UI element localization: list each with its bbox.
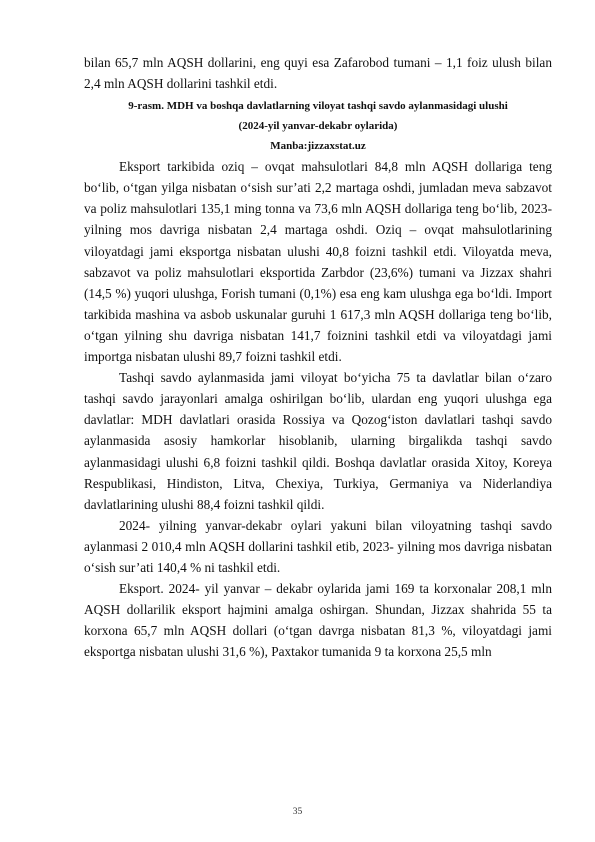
body-text bbox=[84, 52, 552, 662]
paragraph-export-structure: Eksport tarkibida oziq – ovqat mahsulotlari 84,8 mln AQSH dollariga teng bo‘lib, o‘tgan yilga nisbatan o‘sish sur’ati 2,2 martaga oshdi, jumladan meva sabzavot va poliz mahsulotlari 135,1 ming tonna va 73,6 mln AQSH dollariga teng bo‘lib, 2023- yilning mos davriga nisbatan 2,4 martaga oshdi. Oziq – ovqat mahsulotlarining viloyatdagi jami eksportga nisbatan ulushi 40,8 foizni tashkil etdi. Viloyatda meva, sabzavot va poliz mahsulotlari eksportida Zarbdor (23,6%) tumani va Jizzax shahri (14,5 %) yuqori ulushga, Forish tumani (0,1%) esa eng kam ulushga ega bo‘ldi. Import tarkibida mashina va asbob uskunalar guruhi 1 617,3 mln AQSH dollariga teng bo‘lib, o‘tgan yilning shu davriga nisbatan 141,7 foiznini tashkil etdi va viloyatdagi jami importga nisbatan ulushi 89,7 foizni tashkil etdi. bbox=[84, 159, 552, 365]
figure-caption-period: (2024-yil yanvar-dekabr oylarida) bbox=[238, 120, 398, 133]
paragraph-trade-turnover: 2024- yilning yanvar-dekabr oylari yakuni bilan viloyatning tashqi savdo aylanmasi 2 010,4 mln AQSH dollarini tashkil etib, 2023- yilning mos davriga nisbatan o‘sish sur’ati 140,4 % ni tashkil etdi. bbox=[84, 517, 552, 575]
figure-caption-title: 9-rasm. MDH va boshqa davlatlarning viloyat tashqi savdo aylanmasidagi ulushi bbox=[128, 100, 508, 113]
figure-caption bbox=[84, 96, 552, 156]
paragraph-export: Eksport. 2024- yil yanvar – dekabr oylarida jami 169 ta korxonalar 208,1 mln AQSH dollarilik eksport hajmini amalga oshirgan. Shundan, Jizzax shahrida 55 ta korxona 65,7 mln AQSH dollari (o‘tgan davrga nisbatan 81,3 %, viloyatdagi jami eksportga nisbatan ulushi 31,6 %), Paxtakor tumanida 9 ta korxona 25,5 mln bbox=[84, 581, 552, 660]
figure-caption-source: Manba:jizzaxstat.uz bbox=[270, 140, 366, 153]
paragraph-trade-partners: Tashqi savdo aylanmasida jami viloyat bo‘yicha 75 ta davlatlar bilan o‘zaro tashqi savdo jarayonlari amalga oshirilgan bo‘lib, ulardan eng yuqori ulushga ega davlatlar: MDH davlatlari orasida Rossiya va Qozog‘iston davlatlari tashqi savdo aylanmasida asosiy hamkorlar hisoblanib, ularning birgalikda tashqi savdo aylanmasidagi ulushi 6,8 foizni tashkil qildi. Boshqa davlatlar orasida Xitoy, Koreya Respublikasi, Hindiston, Litva, Chexiya, Turkiya, Germaniya va Niderlandiya davlatlarining ulushi 88,4 foizni tashkil qildi. bbox=[84, 370, 552, 512]
intro-paragraph: bilan 65,7 mln AQSH dollarini, eng quyi esa Zafarobod tumani – 1,1 foiz ulush bilan 2,4 mln AQSH dollarini tashkil etdi. bbox=[84, 55, 552, 92]
page-number: 35 bbox=[292, 807, 303, 817]
